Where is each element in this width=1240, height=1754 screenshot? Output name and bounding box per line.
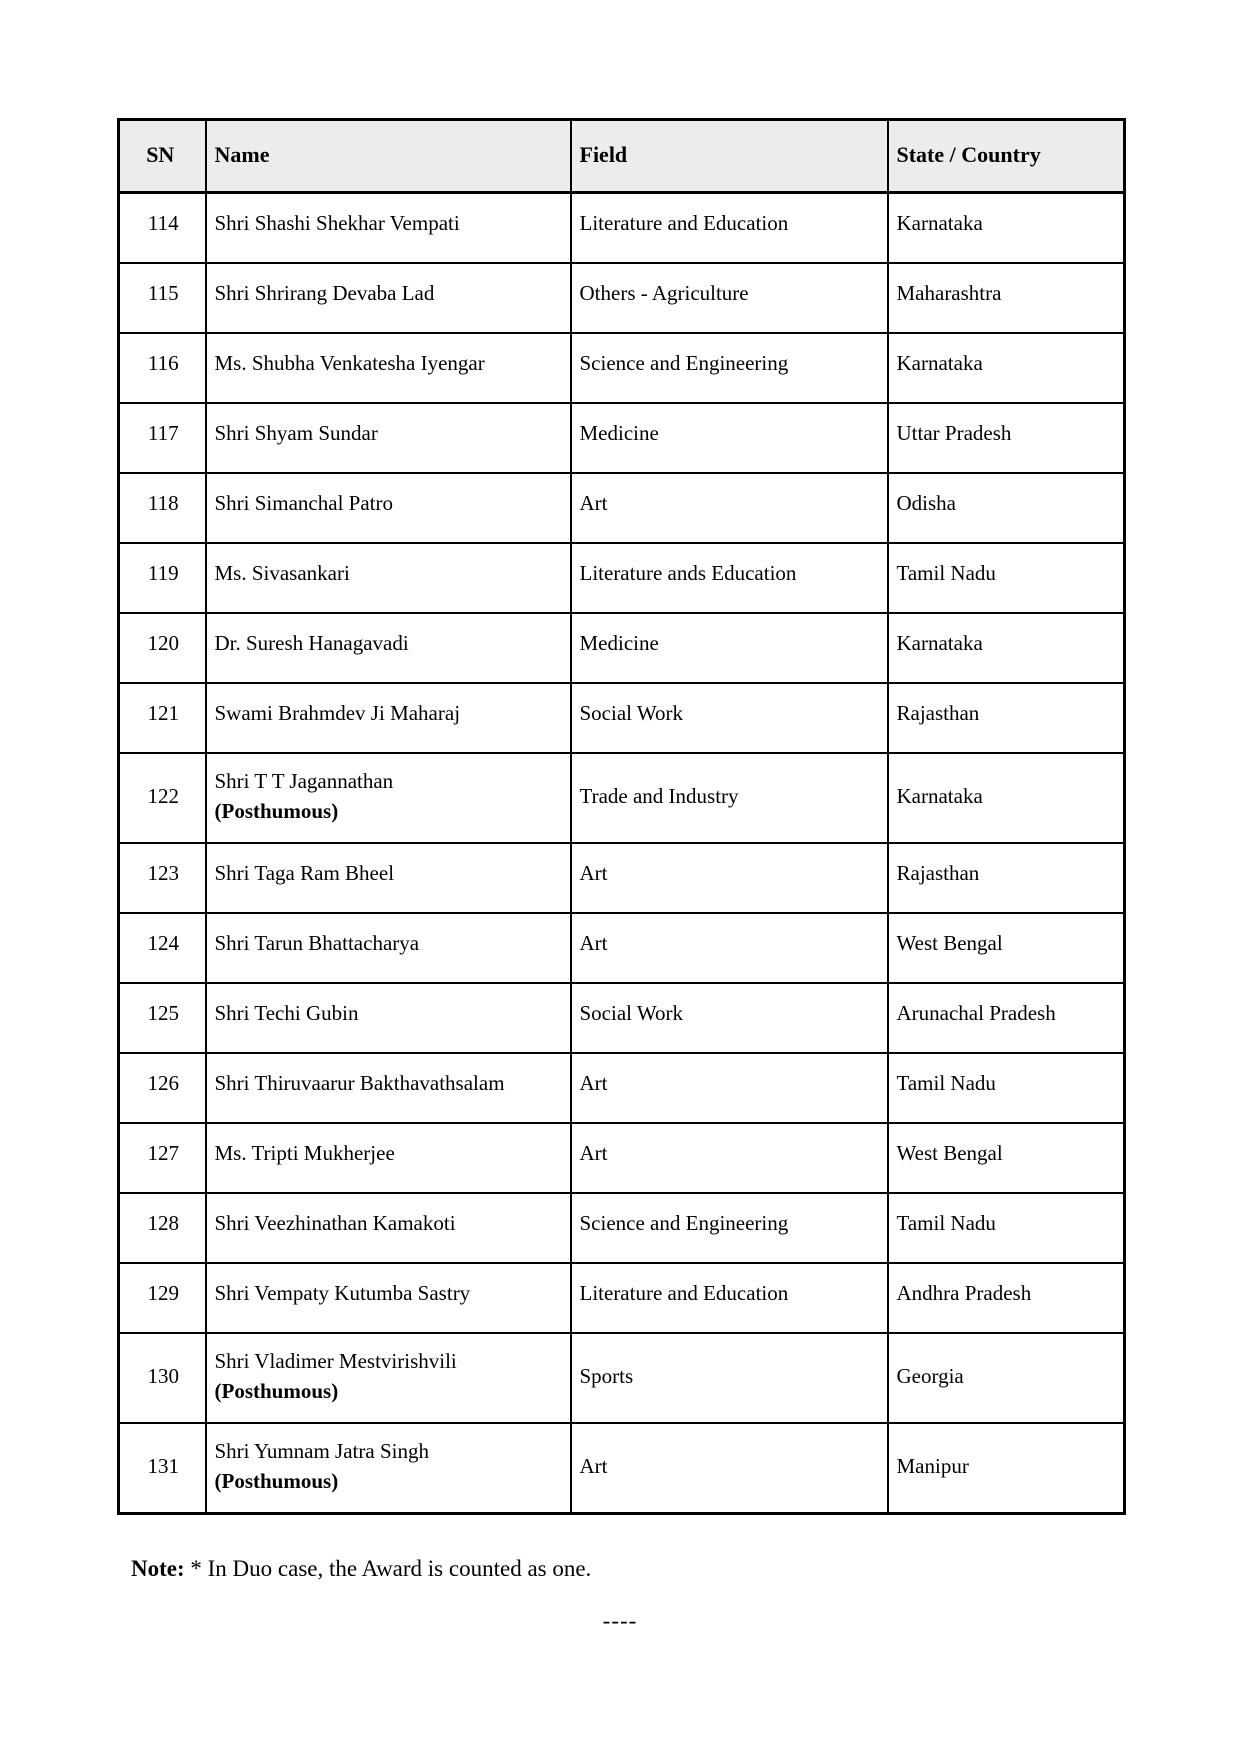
table-row [119, 613, 1125, 683]
name-cell [206, 983, 571, 1053]
state-cell: Georgia [888, 1333, 1125, 1423]
field-cell: Literature and Education [571, 1263, 888, 1333]
table-row [119, 263, 1125, 333]
state-cell: Karnataka [888, 193, 1125, 264]
sn-cell: 129 [119, 1263, 206, 1333]
field-cell: Literature ands Education [571, 543, 888, 613]
awardee-name: Shri Tarun Bhattacharya [214, 930, 420, 955]
field-cell: Art [571, 843, 888, 913]
awardee-name: Shri T T Jagannathan [214, 768, 394, 793]
end-dashes: ---- [602, 1608, 638, 1633]
name-cell [206, 263, 571, 333]
table-row [119, 843, 1125, 913]
table-row [119, 1423, 1125, 1514]
state-cell: Karnataka [888, 333, 1125, 403]
name-cell [206, 683, 571, 753]
header-cell-state: State / Country [888, 120, 1125, 193]
name-cell [206, 1333, 571, 1423]
name-cell [206, 1053, 571, 1123]
table-row [119, 473, 1125, 543]
header-cell-name: Name [206, 120, 571, 193]
field-cell: Others - Agriculture [571, 263, 888, 333]
sn-cell: 124 [119, 913, 206, 983]
header-cell-field: Field [571, 120, 888, 193]
name-cell [206, 913, 571, 983]
name-cell [206, 193, 571, 264]
table-header-row [119, 120, 1125, 193]
field-cell: Science and Engineering [571, 1193, 888, 1263]
state-cell: Odisha [888, 473, 1125, 543]
sn-cell: 125 [119, 983, 206, 1053]
field-cell: Art [571, 1123, 888, 1193]
field-cell: Art [571, 1053, 888, 1123]
state-cell: Uttar Pradesh [888, 403, 1125, 473]
awardee-name: Shri Techi Gubin [214, 1000, 359, 1025]
state-cell: Karnataka [888, 753, 1125, 843]
name-cell [206, 1423, 571, 1514]
name-cell [206, 753, 571, 843]
sn-cell: 114 [119, 193, 206, 264]
sn-cell: 115 [119, 263, 206, 333]
field-cell: Social Work [571, 983, 888, 1053]
state-cell: West Bengal [888, 1123, 1125, 1193]
table-row [119, 1193, 1125, 1263]
posthumous-label: (Posthumous) [214, 1469, 339, 1493]
field-cell: Medicine [571, 613, 888, 683]
table-body [119, 193, 1125, 1514]
field-cell: Social Work [571, 683, 888, 753]
table-row [119, 983, 1125, 1053]
awardee-name: Shri Thiruvaarur Bakthavathsalam [214, 1070, 505, 1095]
table-row [119, 683, 1125, 753]
posthumous-label: (Posthumous) [214, 799, 339, 823]
state-cell: Tamil Nadu [888, 1193, 1125, 1263]
awards-table [117, 118, 1126, 1515]
sn-cell: 123 [119, 843, 206, 913]
field-cell: Trade and Industry [571, 753, 888, 843]
awardee-name: Ms. Sivasankari [214, 560, 350, 585]
awardee-name: Shri Yumnam Jatra Singh [214, 1438, 429, 1463]
note [131, 1556, 591, 1582]
table-row [119, 1263, 1125, 1333]
awards-table-container [117, 118, 1126, 1515]
sn-cell: 122 [119, 753, 206, 843]
table-row [119, 403, 1125, 473]
state-cell: Karnataka [888, 613, 1125, 683]
field-cell: Literature and Education [571, 193, 888, 264]
sn-cell: 126 [119, 1053, 206, 1123]
name-cell [206, 613, 571, 683]
awardee-name: Shri Veezhinathan Kamakoti [214, 1210, 456, 1235]
sn-cell: 119 [119, 543, 206, 613]
field-cell: Art [571, 473, 888, 543]
sn-cell: 128 [119, 1193, 206, 1263]
table-row [119, 753, 1125, 843]
sn-cell: 121 [119, 683, 206, 753]
posthumous-label: (Posthumous) [214, 1379, 339, 1403]
note-label: Note: [131, 1556, 185, 1581]
sn-cell: 127 [119, 1123, 206, 1193]
awardee-name: Shri Shashi Shekhar Vempati [214, 210, 460, 235]
name-cell [206, 1263, 571, 1333]
table-row [119, 333, 1125, 403]
state-cell: Andhra Pradesh [888, 1263, 1125, 1333]
note-text: * In Duo case, the Award is counted as one. [190, 1556, 592, 1581]
awardee-name: Shri Shrirang Devaba Lad [214, 280, 435, 305]
state-cell: Tamil Nadu [888, 1053, 1125, 1123]
table-row [119, 193, 1125, 264]
table-row [119, 913, 1125, 983]
awardee-name: Dr. Suresh Hanagavadi [214, 630, 409, 655]
state-cell: Arunachal Pradesh [888, 983, 1125, 1053]
field-cell: Science and Engineering [571, 333, 888, 403]
awardee-name: Ms. Shubha Venkatesha Iyengar [214, 350, 485, 375]
state-cell: Tamil Nadu [888, 543, 1125, 613]
name-cell [206, 843, 571, 913]
name-cell [206, 1193, 571, 1263]
field-cell: Medicine [571, 403, 888, 473]
field-cell: Art [571, 1423, 888, 1514]
table-row [119, 1053, 1125, 1123]
awardee-name: Shri Taga Ram Bheel [214, 860, 395, 885]
state-cell: Maharashtra [888, 263, 1125, 333]
awardee-name: Shri Vempaty Kutumba Sastry [214, 1280, 471, 1305]
state-cell: Manipur [888, 1423, 1125, 1514]
name-cell [206, 473, 571, 543]
awardee-name: Shri Simanchal Patro [214, 490, 393, 515]
table-row [119, 1123, 1125, 1193]
awardee-name: Ms. Tripti Mukherjee [214, 1140, 395, 1165]
table-row [119, 1333, 1125, 1423]
name-cell [206, 1123, 571, 1193]
name-cell [206, 333, 571, 403]
field-cell: Sports [571, 1333, 888, 1423]
field-cell: Art [571, 913, 888, 983]
sn-cell: 118 [119, 473, 206, 543]
awardee-name: Shri Vladimer Mestvirishvili [214, 1348, 457, 1373]
state-cell: West Bengal [888, 913, 1125, 983]
state-cell: Rajasthan [888, 683, 1125, 753]
name-cell [206, 403, 571, 473]
sn-cell: 116 [119, 333, 206, 403]
awardee-name: Swami Brahmdev Ji Maharaj [214, 700, 461, 725]
header-cell-sn: SN [119, 120, 206, 193]
sn-cell: 120 [119, 613, 206, 683]
name-cell [206, 543, 571, 613]
table-row [119, 543, 1125, 613]
sn-cell: 117 [119, 403, 206, 473]
awardee-name: Shri Shyam Sundar [214, 420, 378, 445]
state-cell: Rajasthan [888, 843, 1125, 913]
sn-cell: 131 [119, 1423, 206, 1514]
sn-cell: 130 [119, 1333, 206, 1423]
